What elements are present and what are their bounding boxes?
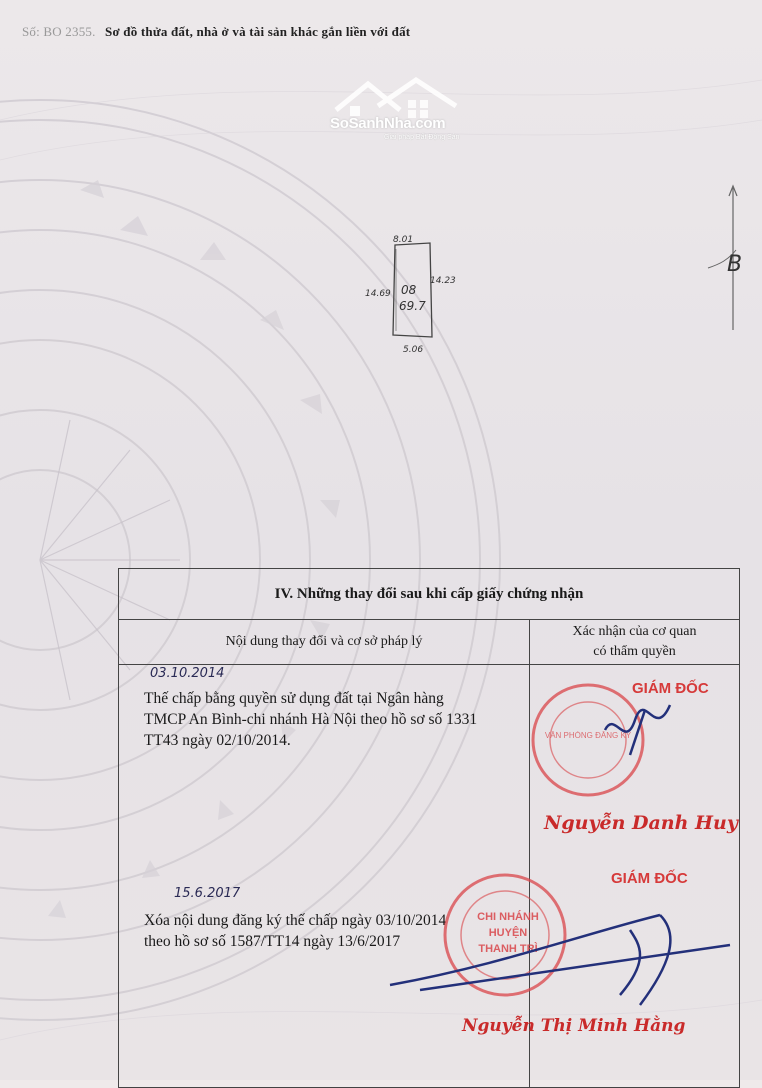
- column-header-confirmation-line2: có thẩm quyền: [593, 644, 676, 659]
- watermark-tagline: Giải pháp Bất Động Sản: [384, 134, 460, 141]
- column-header-confirmation: [530, 620, 740, 665]
- page-header: [22, 24, 410, 40]
- entry-2-line2: theo hồ sơ số 1587/TT14 ngày 13/6/2017: [144, 933, 401, 950]
- column-header-content: Nội dung thay đổi và cơ sở pháp lý: [119, 620, 530, 665]
- sketch-top-dimension: 8.01: [393, 235, 414, 245]
- entry-1-line3: TT43 ngày 02/10/2014.: [144, 732, 291, 749]
- table-title: IV. Những thay đổi sau khi cấp giấy chứng nhận: [119, 569, 740, 620]
- sketch-bottom-dimension: 5.06: [403, 345, 424, 355]
- signer-1-name: Nguyễn Danh Huy: [544, 812, 738, 834]
- section-title: Sơ đồ thửa đất, nhà ở và tài sản khác gắn liền với đất: [105, 24, 411, 39]
- north-mark-letter: B: [727, 252, 743, 277]
- north-arrow-icon: [700, 180, 750, 330]
- sketch-left-dimension: 14.69: [365, 289, 391, 299]
- watermark-brand: SoSanhNha.com: [330, 115, 446, 132]
- entry-2-date: 15.6.2017: [174, 886, 241, 901]
- stamp-2-line3: THANH TRÌ: [478, 943, 538, 955]
- stamp-1-text: VĂN PHÒNG ĐĂNG KÝ: [544, 731, 632, 740]
- entry-1-date: 03.10.2014: [150, 666, 225, 681]
- signer-1-title: GIÁM ĐỐC: [632, 680, 709, 697]
- signature-1: [600, 700, 680, 760]
- signature-2: [380, 905, 740, 1015]
- parcel-number: 08: [401, 283, 417, 297]
- entry-2-line1: Xóa nội dung đăng ký thế chấp ngày 03/10/2014: [144, 912, 447, 929]
- signer-2-title: GIÁM ĐỐC: [611, 870, 688, 887]
- entry-1-line2: TMCP An Bình-chi nhánh Hà Nội theo hồ sơ số 1331: [144, 711, 478, 728]
- entry-1-line1: Thế chấp bằng quyền sử dụng đất tại Ngân hàng: [144, 690, 444, 707]
- stamp-2-line1: CHI NHÁNH: [477, 911, 539, 923]
- signer-2-name: Nguyễn Thị Minh Hằng: [462, 1016, 686, 1036]
- stamp-2-line2: HUYỆN: [488, 927, 528, 939]
- parcel-area: 69.7: [399, 299, 426, 313]
- column-header-confirmation-line1: Xác nhận của cơ quan: [572, 624, 697, 639]
- entry-1-text: [144, 688, 477, 751]
- sketch-right-dimension: 14.23: [430, 276, 456, 286]
- document-number: Số: BO 2355.: [22, 24, 96, 39]
